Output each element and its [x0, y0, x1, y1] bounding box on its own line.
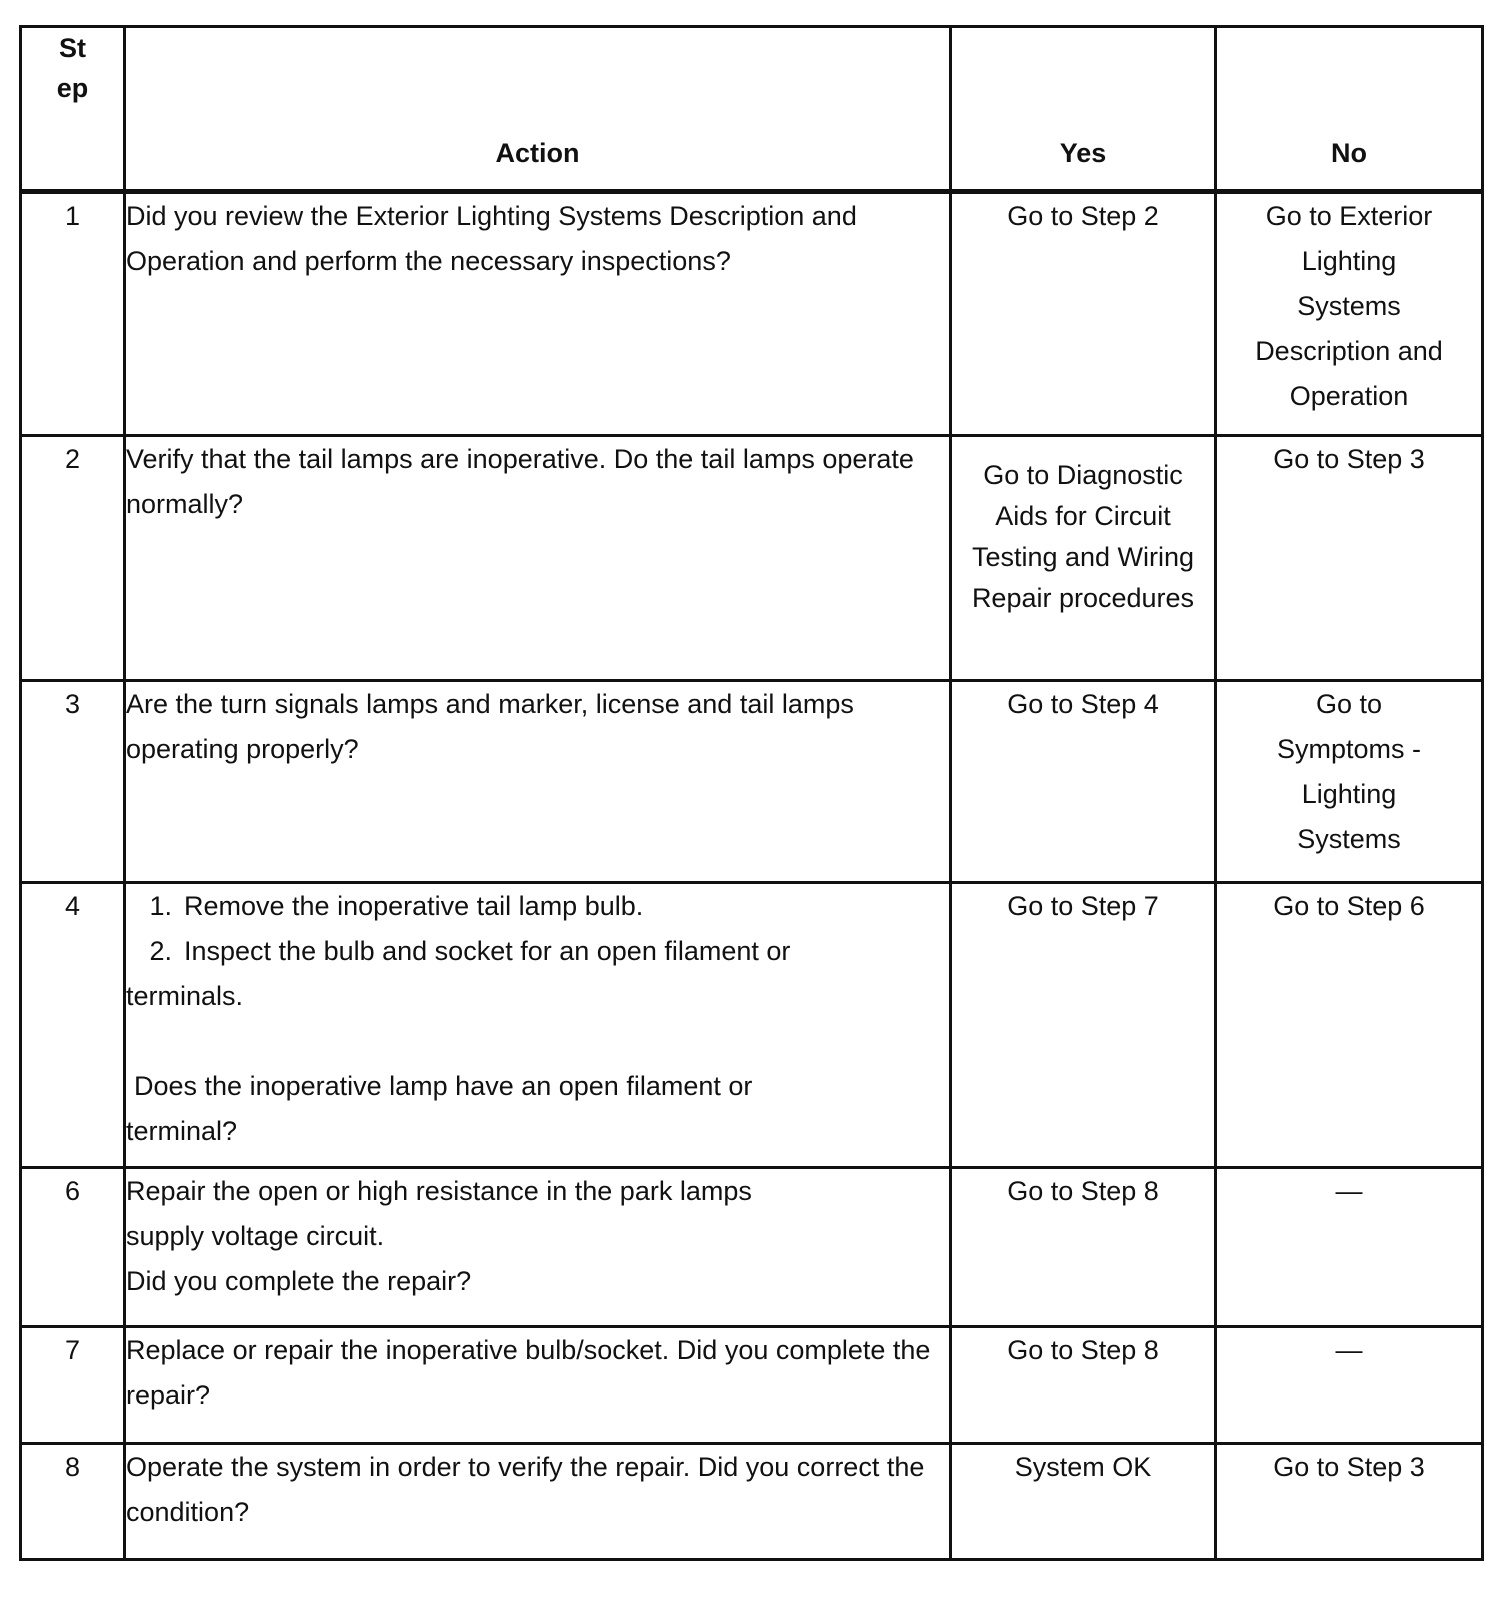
table-row	[21, 681, 1483, 883]
table-row	[21, 1327, 1483, 1444]
step-number: 3	[21, 681, 125, 883]
action-text: 1. Remove the inoperative tail lamp bulb. 2. Inspect the bulb and socket for an open filament or terminals. Does the inoperative lamp have an open filament or terminal?	[125, 883, 951, 1168]
header-step: St ep	[21, 27, 125, 192]
step-number: 8	[21, 1444, 125, 1560]
table-header-row	[21, 27, 1483, 192]
header-action: Action	[125, 27, 951, 192]
no-result: Go to Symptoms - Lighting Systems	[1216, 681, 1483, 883]
step-number: 6	[21, 1168, 125, 1327]
yes-result: Go to Step 4	[951, 681, 1216, 883]
action-text: Repair the open or high resistance in the park lamps supply voltage circuit. Did you complete the repair?	[125, 1168, 951, 1327]
action-text: Are the turn signals lamps and marker, license and tail lamps operating properly?	[125, 681, 951, 883]
no-result: —	[1216, 1168, 1483, 1327]
yes-result: System OK	[951, 1444, 1216, 1560]
header-no: No	[1216, 27, 1483, 192]
step-number: 4	[21, 883, 125, 1168]
action-text: Verify that the tail lamps are inoperative. Do the tail lamps operate normally?	[125, 436, 951, 681]
step-number: 7	[21, 1327, 125, 1444]
yes-result: Go to Diagnostic Aids for Circuit Testing and Wiring Repair procedures	[951, 436, 1216, 681]
diagnostic-table	[19, 25, 1484, 1561]
header-yes: Yes	[951, 27, 1216, 192]
list-item: 2. Inspect the bulb and socket for an open filament or	[149, 936, 791, 966]
no-result: Go to Step 3	[1216, 436, 1483, 681]
no-result: Go to Step 3	[1216, 1444, 1483, 1560]
no-result: Go to Exterior Lighting Systems Description and Operation	[1216, 192, 1483, 436]
yes-result: Go to Step 8	[951, 1168, 1216, 1327]
step-number: 2	[21, 436, 125, 681]
action-text: Did you review the Exterior Lighting Systems Description and Operation and perform the necessary inspections?	[125, 192, 951, 436]
list-item: 1. Remove the inoperative tail lamp bulb.	[149, 891, 644, 921]
yes-result: Go to Step 2	[951, 192, 1216, 436]
table-row	[21, 1444, 1483, 1560]
action-text: Operate the system in order to verify the repair. Did you correct the condition?	[125, 1444, 951, 1560]
table-row	[21, 883, 1483, 1168]
table-row	[21, 192, 1483, 436]
action-text: Replace or repair the inoperative bulb/socket. Did you complete the repair?	[125, 1327, 951, 1444]
table-row	[21, 436, 1483, 681]
yes-result: Go to Step 7	[951, 883, 1216, 1168]
yes-result: Go to Step 8	[951, 1327, 1216, 1444]
no-result: —	[1216, 1327, 1483, 1444]
step-number: 1	[21, 192, 125, 436]
no-result: Go to Step 6	[1216, 883, 1483, 1168]
table-row	[21, 1168, 1483, 1327]
